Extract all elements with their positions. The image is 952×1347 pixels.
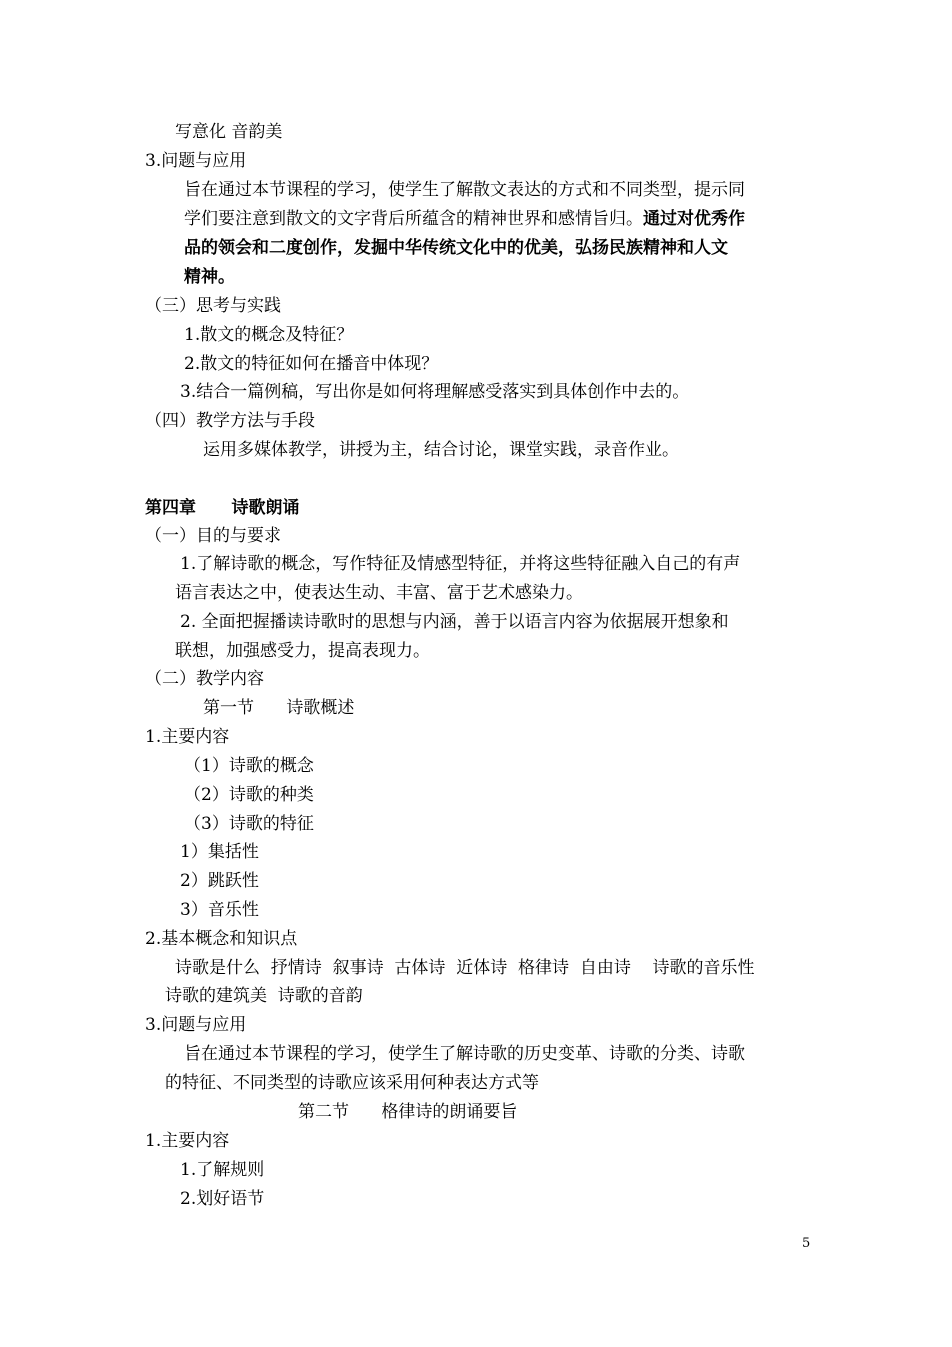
list-item: 2）跳跃性 [180, 871, 259, 891]
section-heading: （四）教学方法与手段 [145, 411, 315, 431]
section-heading: 1.主要内容 [145, 1131, 230, 1151]
page-number: 5 [802, 1236, 811, 1251]
bold-paragraph-line: 品的领会和二度创作，发掘中华传统文化中的优美，弘扬民族精神和人文 [184, 238, 728, 258]
paragraph-line: 运用多媒体教学，讲授为主，结合讨论，课堂实践，录音作业。 [203, 440, 679, 460]
bold-text: 通过对优秀作 [643, 209, 745, 229]
paragraph-line: 1.了解诗歌的概念，写作特征及情感型特征，并将这些特征融入自己的有声 [180, 554, 741, 574]
section-heading: （二）教学内容 [145, 669, 264, 689]
section-heading: （一）目的与要求 [145, 526, 281, 546]
chapter-title: 第四章 诗歌朗诵 [145, 498, 300, 518]
section-heading: 3.问题与应用 [145, 1015, 247, 1035]
list-item: 2.散文的特征如何在播音中体现？ [184, 354, 439, 374]
list-item: 1.散文的概念及特征？ [184, 325, 354, 345]
section-heading: 3.问题与应用 [145, 151, 247, 171]
paragraph-line: 旨在通过本节课程的学习，使学生了解诗歌的历史变革、诗歌的分类、诗歌 [184, 1044, 745, 1064]
list-item: 2.划好语节 [180, 1189, 265, 1209]
section-heading: 2.基本概念和知识点 [145, 929, 298, 949]
paragraph-line: 语言表达之中，使表达生动、丰富、富于艺术感染力。 [175, 583, 583, 603]
paragraph-line: 诗歌的建筑美 诗歌的音韵 [165, 986, 363, 1006]
paragraph-text: 学们要注意到散文的文字背后所蕴含的精神世界和感情旨归。 [184, 209, 643, 229]
paragraph-line: 2. 全面把握播读诗歌时的思想与内涵，善于以语言内容为依据展开想象和 [180, 612, 729, 632]
subsection-title: 第二节 格律诗的朗诵要旨 [298, 1102, 518, 1122]
list-item: （3）诗歌的特征 [184, 814, 314, 834]
paragraph-line: 的特征、不同类型的诗歌应该采用何种表达方式等 [165, 1073, 539, 1093]
section-heading: 1.主要内容 [145, 727, 230, 747]
paragraph-line: 诗歌是什么 抒情诗 叙事诗 古体诗 近体诗 格律诗 自由诗 诗歌的音乐性 [175, 958, 755, 978]
list-item: （2）诗歌的种类 [184, 785, 314, 805]
paragraph-line: 联想，加强感受力，提高表现力。 [175, 641, 430, 661]
subsection-title: 第一节 诗歌概述 [203, 698, 355, 718]
section-heading: （三）思考与实践 [145, 296, 281, 316]
bold-paragraph-line: 精神。 [184, 267, 235, 287]
list-item: 1）集括性 [180, 842, 259, 862]
list-item: 3）音乐性 [180, 900, 259, 920]
list-item: 1.了解规则 [180, 1160, 265, 1180]
paragraph-line: 旨在通过本节课程的学习，使学生了解散文表达的方式和不同类型，提示同 [184, 180, 745, 200]
list-item: （1）诗歌的概念 [184, 756, 314, 776]
paragraph-line [184, 205, 745, 233]
keywords-line: 写意化 音韵美 [175, 122, 283, 142]
list-item: 3.结合一篇例稿，写出你是如何将理解感受落实到具体创作中去的。 [180, 382, 690, 402]
